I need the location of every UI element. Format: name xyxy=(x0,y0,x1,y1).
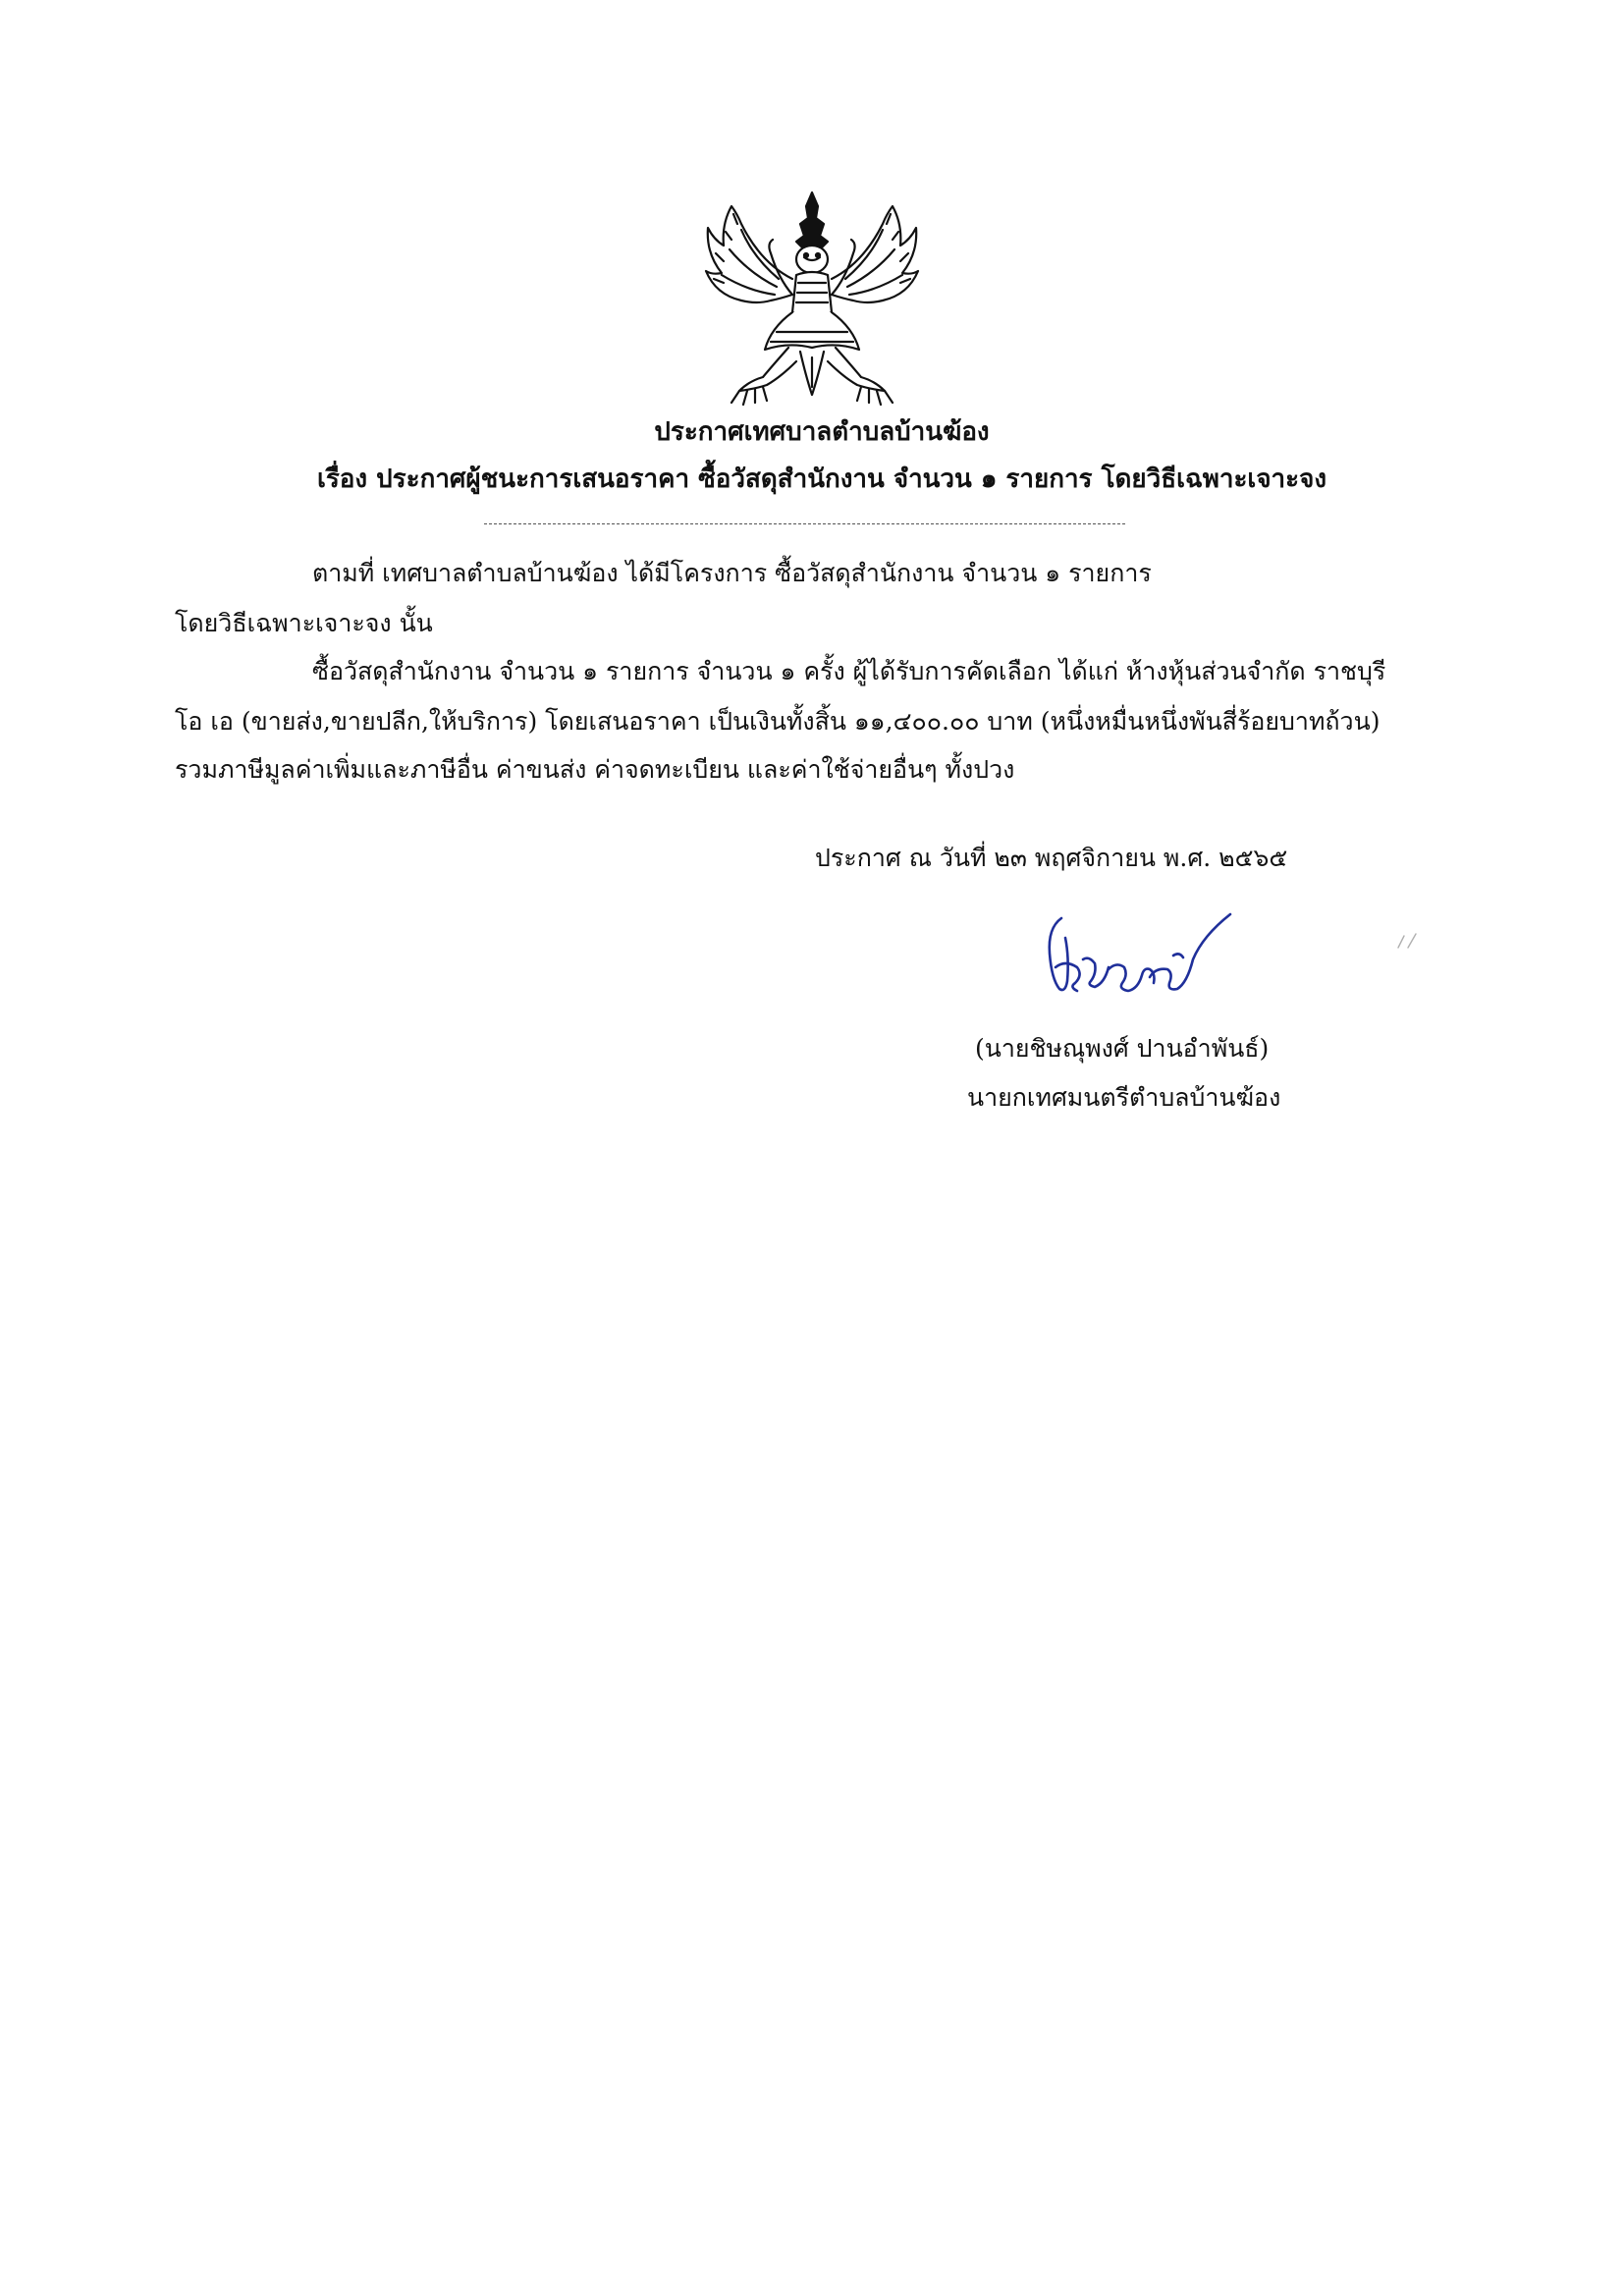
announcement-title: ประกาศเทศบาลตำบลบ้านฆ้อง xyxy=(654,417,990,447)
paragraph-1-line-2: โดยวิธีเฉพาะเจาะจง นั้น xyxy=(175,609,433,637)
paragraph-1-line-1: ตามที่ เทศบาลตำบลบ้านฆ้อง ได้มีโครงการ ซื้อวัสดุสำนักงาน จำนวน ๑ รายการ xyxy=(312,559,1152,587)
paragraph-2-line-1: ซื้อวัสดุสำนักงาน จำนวน ๑ รายการ จำนวน ๑ ครั้ง ผู้ได้รับการคัดเลือก ได้แก่ ห้างหุ้นส่วนจำกัด ราชบุรี xyxy=(312,657,1386,685)
signer-name: (นายชิษณุพงศ์ ปานอำพันธ์) xyxy=(975,1034,1270,1063)
signer-title: นายกเทศมนตรีตำบลบ้านฆ้อง xyxy=(967,1083,1281,1112)
handwritten-signature xyxy=(1026,899,1247,1007)
pencil-tick-icon xyxy=(1394,928,1424,953)
title-divider xyxy=(484,523,1125,524)
paragraph-2-line-2: โอ เอ (ขายส่ง,ขายปลีก,ให้บริการ) โดยเสนอราคา เป็นเงินทั้งสิ้น ๑๑,๔๐๐.๐๐ บาท (หนึ่งหมื่นหนึ่งพันสี่ร้อยบาทถ้วน) xyxy=(175,707,1380,736)
paragraph-2-line-3: รวมภาษีมูลค่าเพิ่มและภาษีอื่น ค่าขนส่ง ค่าจดทะเบียน และค่าใช้จ่ายอื่นๆ ทั้งปวง xyxy=(175,755,1015,784)
garuda-emblem-icon xyxy=(702,185,923,412)
announcement-date: ประกาศ ณ วันที่ ๒๓ พฤศจิกายน พ.ศ. ๒๕๖๕ xyxy=(815,844,1288,872)
announcement-subject: เรื่อง ประกาศผู้ชนะการเสนอราคา ซื้อวัสดุสำนักงาน จำนวน ๑ รายการ โดยวิธีเฉพาะเจาะจง xyxy=(316,465,1327,494)
